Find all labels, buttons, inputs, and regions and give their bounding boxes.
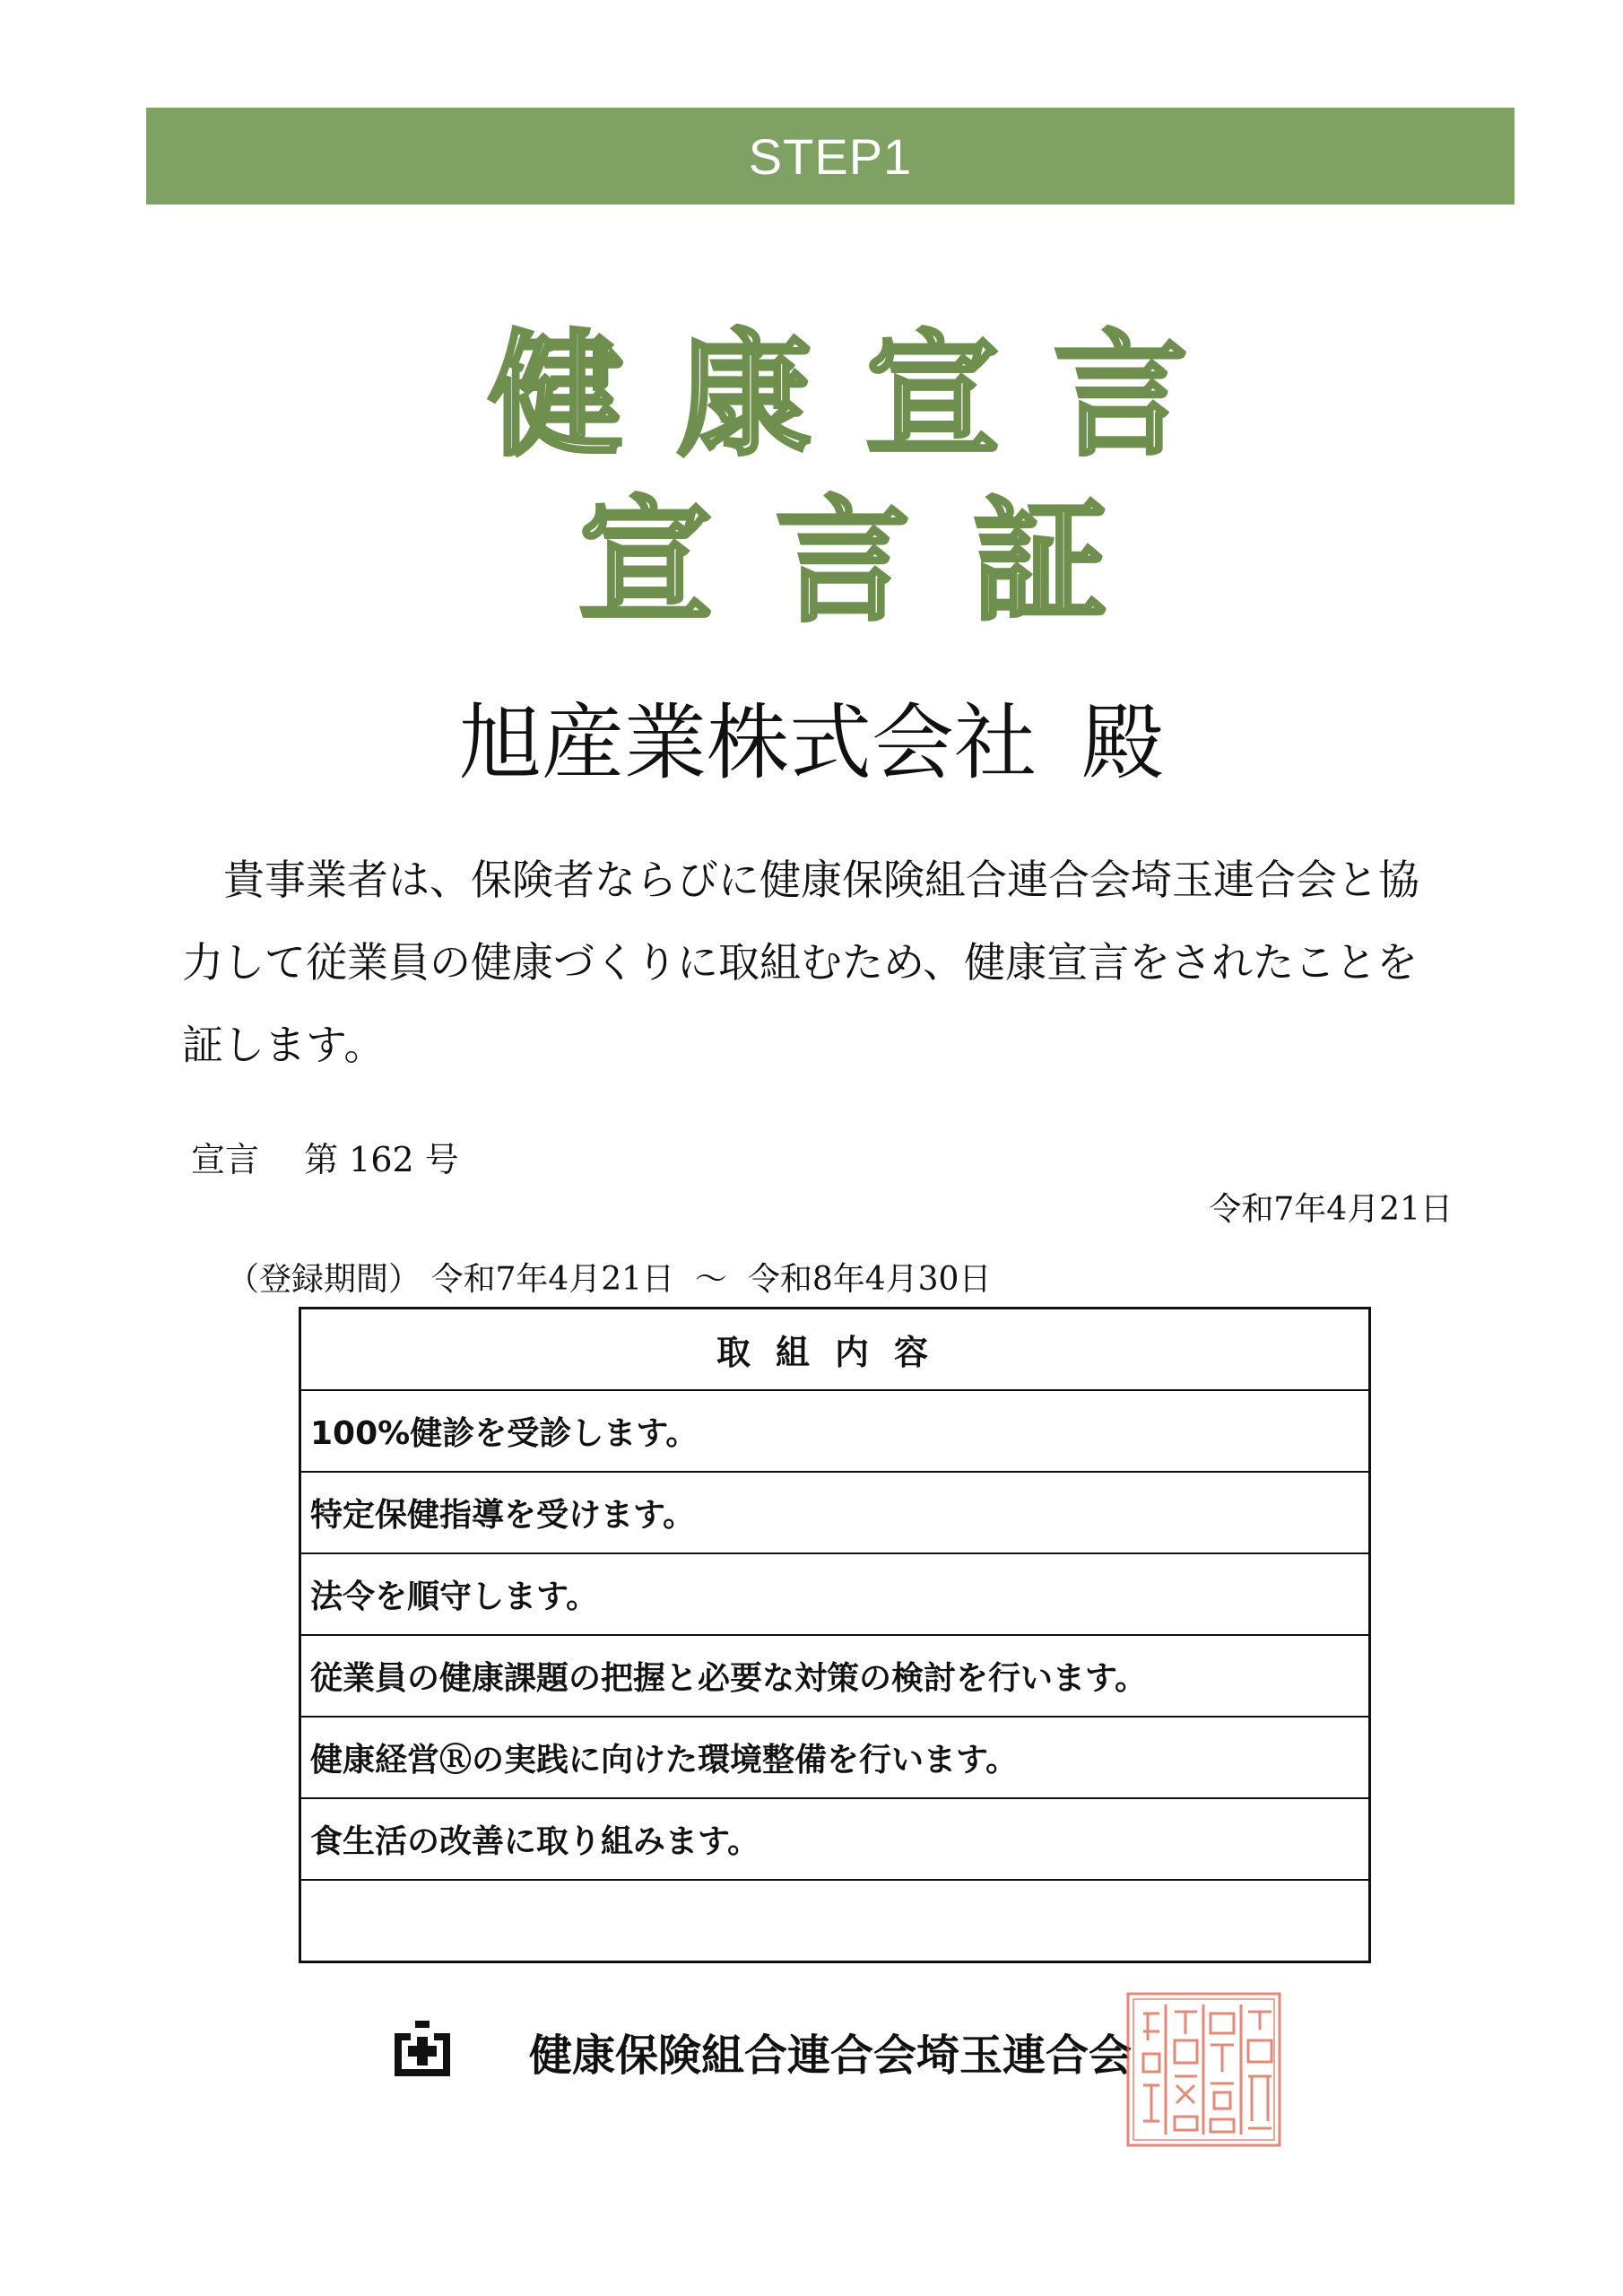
- table-row: 食生活の改善に取り組みます。: [301, 1797, 1368, 1879]
- recipient-honorific: 殿: [1081, 695, 1165, 791]
- certificate-body-text: 貴事業者は、保険者ならびに健康保険組合連合会埼玉連合会と協力して従業員の健康づくりに取組むため、健康宣言をされたことを証します。: [182, 856, 1419, 1069]
- recipient-company: 旭産業株式会社: [458, 695, 1037, 791]
- table-row-empty: [301, 1879, 1368, 1961]
- footer: [0, 2013, 1623, 2085]
- table-row: 法令を順守します。: [301, 1552, 1368, 1634]
- declaration-number: 宣言 第 162 号: [191, 1140, 459, 1179]
- table-row: 従業員の健康課題の把握と必要な対策の検討を行います。: [301, 1634, 1368, 1716]
- certificate-body: [182, 839, 1437, 1086]
- step-banner: [146, 108, 1515, 204]
- recipient-line: [0, 677, 1623, 796]
- table-row: 特定保健指導を受けます。: [301, 1471, 1368, 1552]
- issuing-organization: 健康保険組合連合会埼玉連合会: [529, 2031, 1133, 2081]
- certificate-subtitle: 宣言証: [577, 483, 1170, 640]
- issue-date: 令和7年4月21日: [1209, 1191, 1453, 1228]
- commitments-table: [299, 1307, 1371, 1963]
- official-seal-stamp: [1121, 1987, 1287, 2152]
- certificate-title: 健康宣言: [488, 317, 1242, 474]
- registration-period: （登録期間） 令和7年4月21日 ～ 令和8年4月30日: [227, 1261, 992, 1298]
- step-label: STEP1: [748, 127, 913, 185]
- table-row: 100%健診を受診します。: [301, 1389, 1368, 1471]
- table-header: 取組内容: [716, 1333, 953, 1372]
- table-row: 健康経営Ⓡの実践に向けた環境整備を行います。: [301, 1716, 1368, 1797]
- kenporen-cross-logo-icon: [395, 2021, 450, 2076]
